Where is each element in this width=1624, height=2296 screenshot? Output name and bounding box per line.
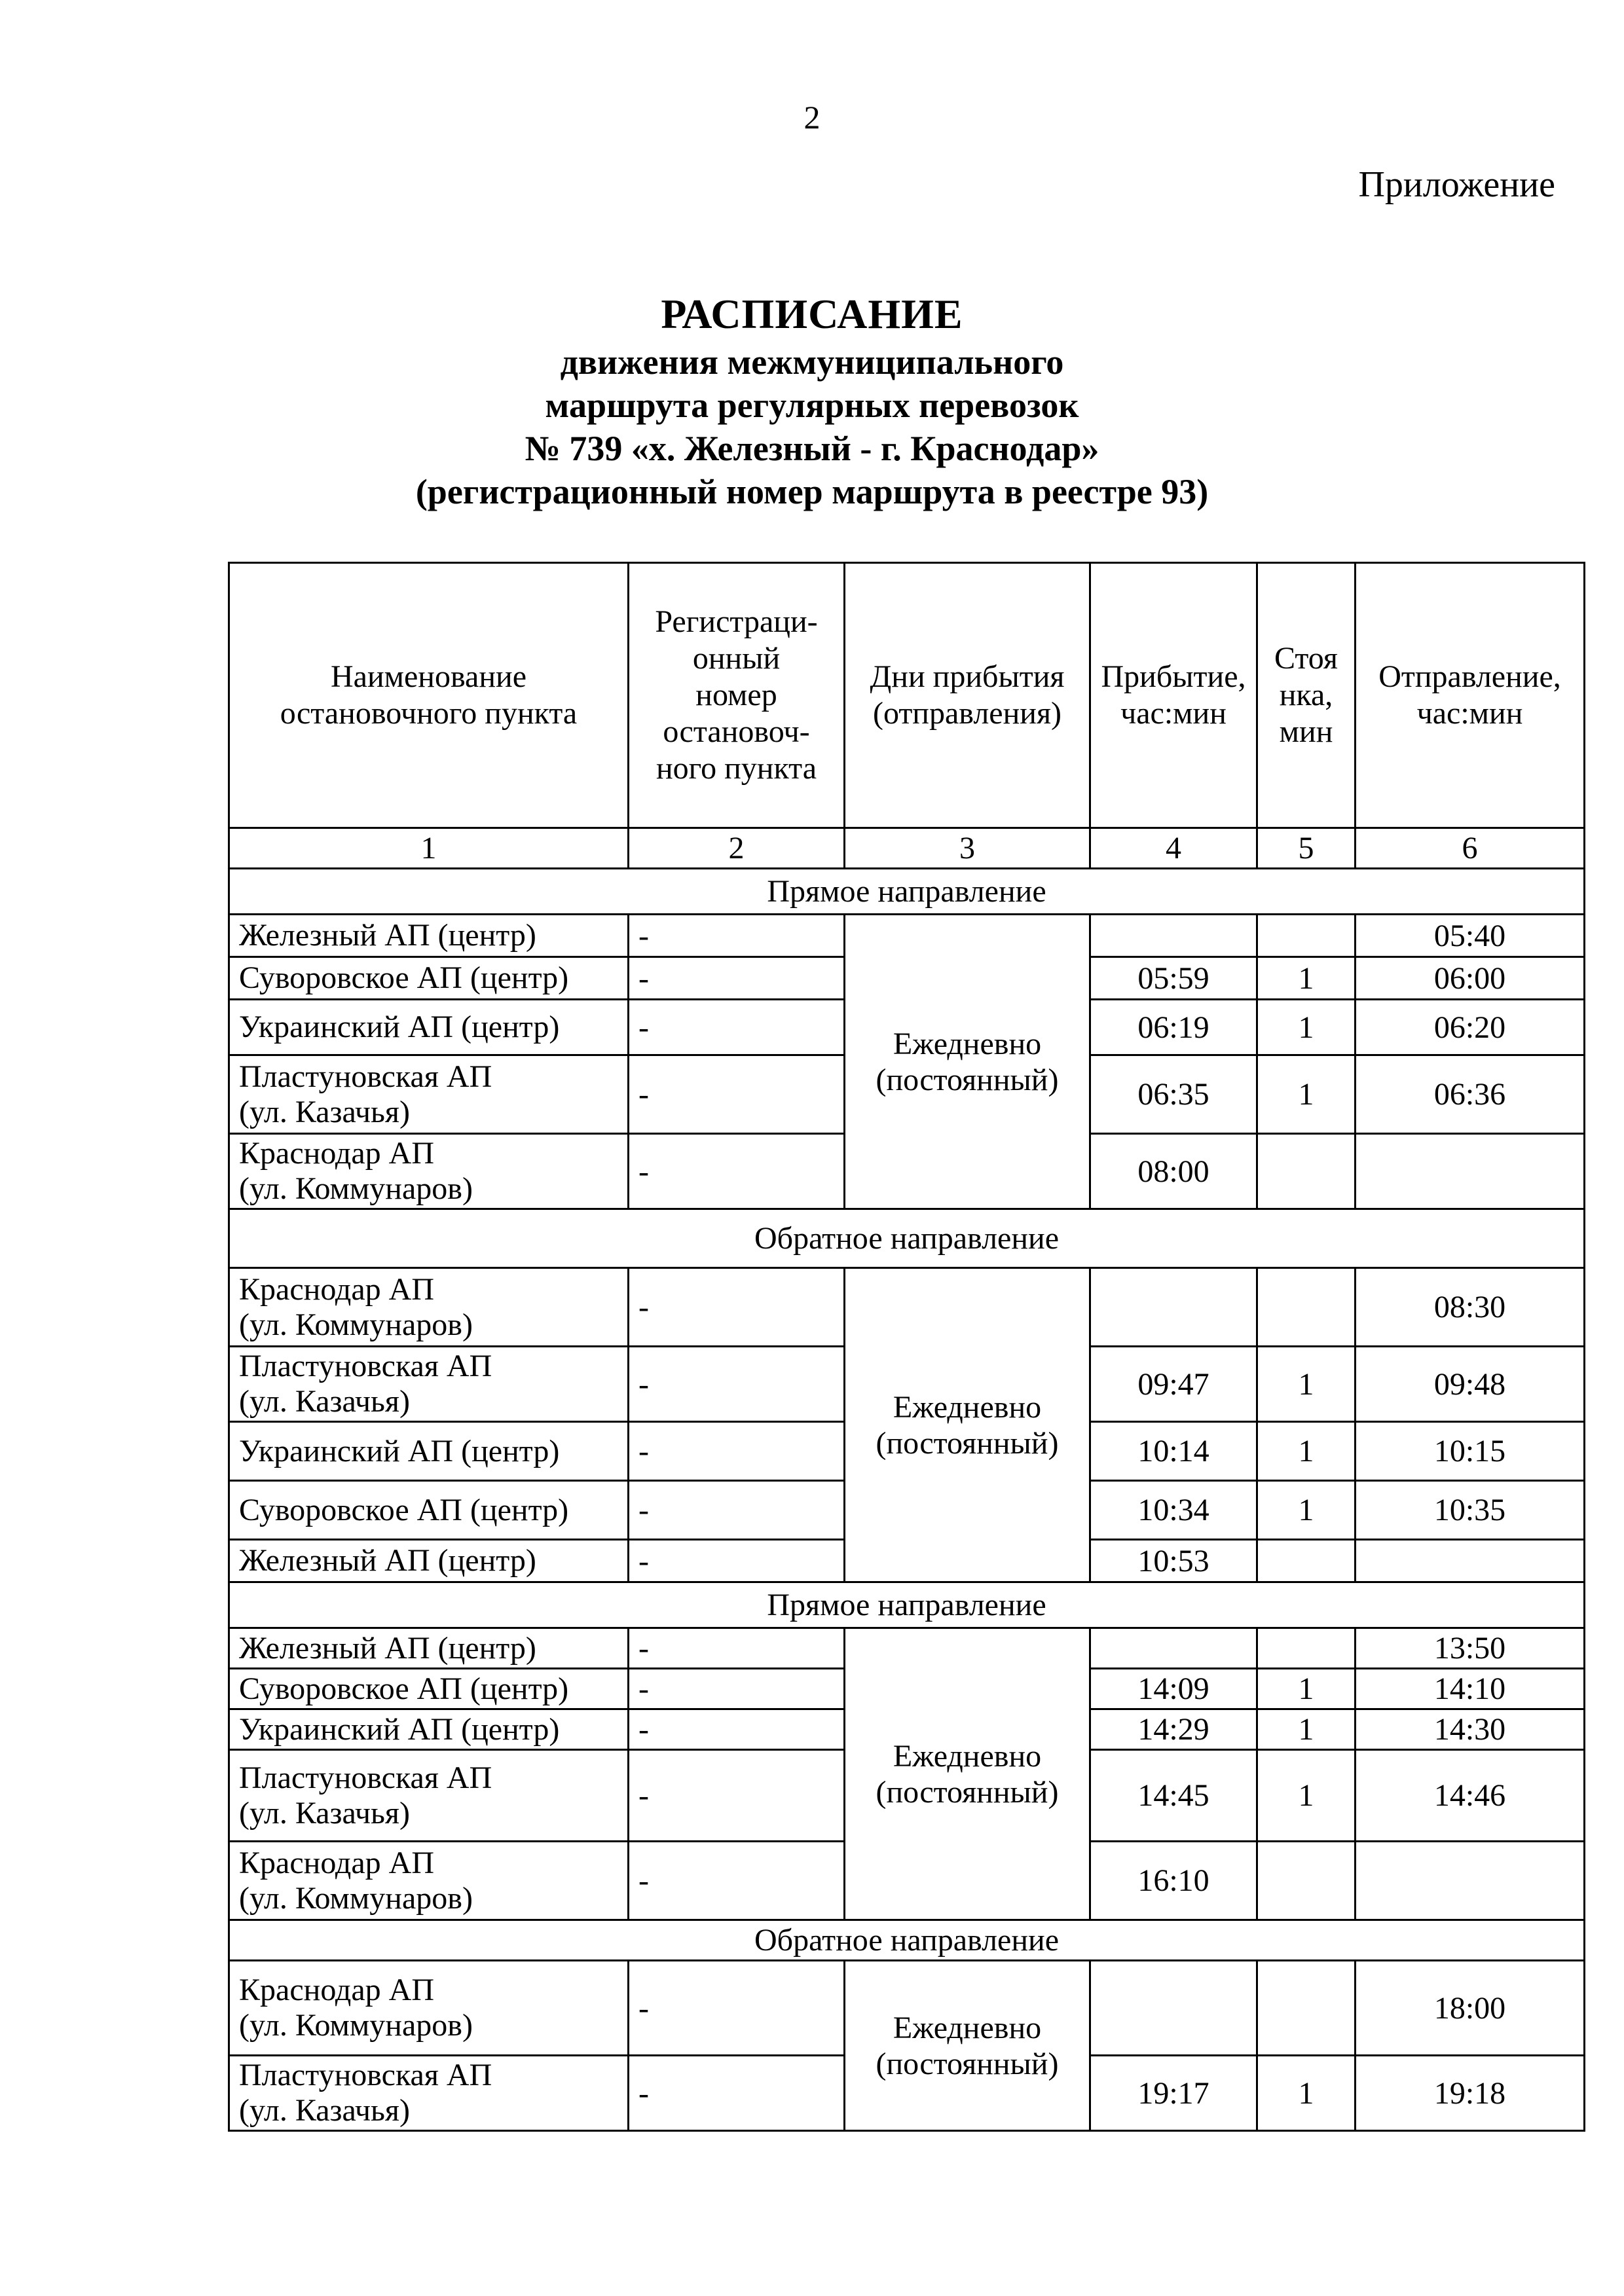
stay-minutes: 1	[1257, 1481, 1356, 1540]
registration-number: -	[629, 2056, 845, 2131]
departure-time	[1356, 1540, 1585, 1582]
table-row	[229, 1268, 1585, 1347]
arrival-time: 14:09	[1090, 1669, 1257, 1709]
section-title: Прямое направление	[229, 869, 1585, 915]
registration-number: -	[629, 1134, 845, 1209]
stop-name: Железный АП (центр)	[229, 915, 629, 957]
section-header-row	[229, 1582, 1585, 1628]
registration-number: -	[629, 1055, 845, 1134]
stop-name: Суворовское АП (центр)	[229, 957, 629, 1000]
arrival-time: 08:00	[1090, 1134, 1257, 1209]
departure-time: 18:00	[1356, 1961, 1585, 2056]
stay-minutes: 1	[1257, 1000, 1356, 1055]
title-line: (регистрационный номер маршрута в реестре 93)	[415, 472, 1209, 511]
days-cell: Ежедневно (постоянный)	[845, 915, 1090, 1209]
arrival-time: 09:47	[1090, 1347, 1257, 1422]
stay-minutes	[1257, 1628, 1356, 1669]
stay-minutes: 1	[1257, 1750, 1356, 1842]
column-number: 4	[1090, 828, 1257, 869]
title-main: РАСПИСАНИЕ	[661, 291, 963, 337]
registration-number: -	[629, 1347, 845, 1422]
header-departure: Отправление, час:мин	[1356, 563, 1585, 828]
stay-minutes: 1	[1257, 1709, 1356, 1750]
departure-time: 09:48	[1356, 1347, 1585, 1422]
registration-number: -	[629, 1628, 845, 1669]
arrival-time	[1090, 1628, 1257, 1669]
stay-minutes	[1257, 1961, 1356, 2056]
registration-number: -	[629, 1669, 845, 1709]
departure-time: 06:20	[1356, 1000, 1585, 1055]
section-header-row	[229, 1209, 1585, 1268]
column-number: 3	[845, 828, 1090, 869]
stay-minutes	[1257, 1268, 1356, 1347]
stop-name: Украинский АП (центр)	[229, 1709, 629, 1750]
arrival-time	[1090, 915, 1257, 957]
section-header-row	[229, 1920, 1585, 1961]
departure-time: 06:36	[1356, 1055, 1585, 1134]
section-header-row	[229, 869, 1585, 915]
stop-name: Пластуновская АП (ул. Казачья)	[229, 1055, 629, 1134]
registration-number: -	[629, 1709, 845, 1750]
departure-time: 10:35	[1356, 1481, 1585, 1540]
table-row	[229, 1961, 1585, 2056]
stay-minutes: 1	[1257, 1347, 1356, 1422]
column-number: 2	[629, 828, 845, 869]
schedule-table	[228, 562, 1585, 2132]
registration-number: -	[629, 1842, 845, 1920]
departure-time: 19:18	[1356, 2056, 1585, 2131]
column-number: 5	[1257, 828, 1356, 869]
arrival-time	[1090, 1268, 1257, 1347]
stop-name: Пластуновская АП (ул. Казачья)	[229, 2056, 629, 2131]
column-number: 6	[1356, 828, 1585, 869]
days-cell: Ежедневно (постоянный)	[845, 1628, 1090, 1920]
stop-name: Суворовское АП (центр)	[229, 1669, 629, 1709]
section-title: Прямое направление	[229, 1582, 1585, 1628]
stop-name: Краснодар АП (ул. Коммунаров)	[229, 1961, 629, 2056]
departure-time: 05:40	[1356, 915, 1585, 957]
registration-number: -	[629, 957, 845, 1000]
stay-minutes	[1257, 1540, 1356, 1582]
section-title: Обратное направление	[229, 1920, 1585, 1961]
stay-minutes	[1257, 1842, 1356, 1920]
arrival-time: 06:35	[1090, 1055, 1257, 1134]
header-registration-number: Регистраци- онный номер остановоч- ного пункта	[629, 563, 845, 828]
arrival-time: 06:19	[1090, 1000, 1257, 1055]
appendix-label: Приложение	[1358, 164, 1555, 205]
days-cell: Ежедневно (постоянный)	[845, 1268, 1090, 1582]
stop-name: Железный АП (центр)	[229, 1540, 629, 1582]
departure-time: 06:00	[1356, 957, 1585, 1000]
section-title: Обратное направление	[229, 1209, 1585, 1268]
table-row	[229, 915, 1585, 957]
header-days: Дни прибытия (отправления)	[845, 563, 1090, 828]
arrival-time: 10:34	[1090, 1481, 1257, 1540]
stay-minutes: 1	[1257, 957, 1356, 1000]
registration-number: -	[629, 1961, 845, 2056]
stop-name: Украинский АП (центр)	[229, 1422, 629, 1481]
registration-number: -	[629, 1000, 845, 1055]
registration-number: -	[629, 1481, 845, 1540]
stop-name: Суворовское АП (центр)	[229, 1481, 629, 1540]
departure-time: 13:50	[1356, 1628, 1585, 1669]
stop-name: Краснодар АП (ул. Коммунаров)	[229, 1134, 629, 1209]
stop-name: Краснодар АП (ул. Коммунаров)	[229, 1268, 629, 1347]
page-number: 2	[803, 99, 821, 136]
departure-time: 14:10	[1356, 1669, 1585, 1709]
stop-name: Краснодар АП (ул. Коммунаров)	[229, 1842, 629, 1920]
registration-number: -	[629, 1750, 845, 1842]
title-line: № 739 «х. Железный - г. Краснодар»	[525, 429, 1099, 468]
departure-time	[1356, 1842, 1585, 1920]
stay-minutes: 1	[1257, 2056, 1356, 2131]
arrival-time: 10:14	[1090, 1422, 1257, 1481]
stay-minutes	[1257, 1134, 1356, 1209]
stop-name: Украинский АП (центр)	[229, 1000, 629, 1055]
header-stop-name: Наименование остановочного пункта	[229, 563, 629, 828]
departure-time: 14:46	[1356, 1750, 1585, 1842]
arrival-time: 14:45	[1090, 1750, 1257, 1842]
stop-name: Железный АП (центр)	[229, 1628, 629, 1669]
schedule-title-block	[0, 288, 1624, 513]
departure-time: 08:30	[1356, 1268, 1585, 1347]
departure-time: 10:15	[1356, 1422, 1585, 1481]
stay-minutes: 1	[1257, 1669, 1356, 1709]
arrival-time: 05:59	[1090, 957, 1257, 1000]
stop-name: Пластуновская АП (ул. Казачья)	[229, 1347, 629, 1422]
stay-minutes: 1	[1257, 1422, 1356, 1481]
column-number: 1	[229, 828, 629, 869]
departure-time	[1356, 1134, 1585, 1209]
arrival-time: 10:53	[1090, 1540, 1257, 1582]
arrival-time: 19:17	[1090, 2056, 1257, 2131]
table-row	[229, 1628, 1585, 1669]
header-arrival: Прибытие, час:мин	[1090, 563, 1257, 828]
registration-number: -	[629, 1540, 845, 1582]
registration-number: -	[629, 1268, 845, 1347]
departure-time: 14:30	[1356, 1709, 1585, 1750]
registration-number: -	[629, 1422, 845, 1481]
arrival-time: 16:10	[1090, 1842, 1257, 1920]
title-line: движения межмуниципального	[560, 342, 1064, 382]
arrival-time	[1090, 1961, 1257, 2056]
column-number-row	[229, 828, 1585, 869]
stay-minutes: 1	[1257, 1055, 1356, 1134]
stop-name: Пластуновская АП (ул. Казачья)	[229, 1750, 629, 1842]
registration-number: -	[629, 915, 845, 957]
days-cell: Ежедневно (постоянный)	[845, 1961, 1090, 2131]
title-line: маршрута регулярных перевозок	[545, 386, 1079, 425]
arrival-time: 14:29	[1090, 1709, 1257, 1750]
header-row	[229, 563, 1585, 828]
header-stay: Стоя нка, мин	[1257, 563, 1356, 828]
stay-minutes	[1257, 915, 1356, 957]
